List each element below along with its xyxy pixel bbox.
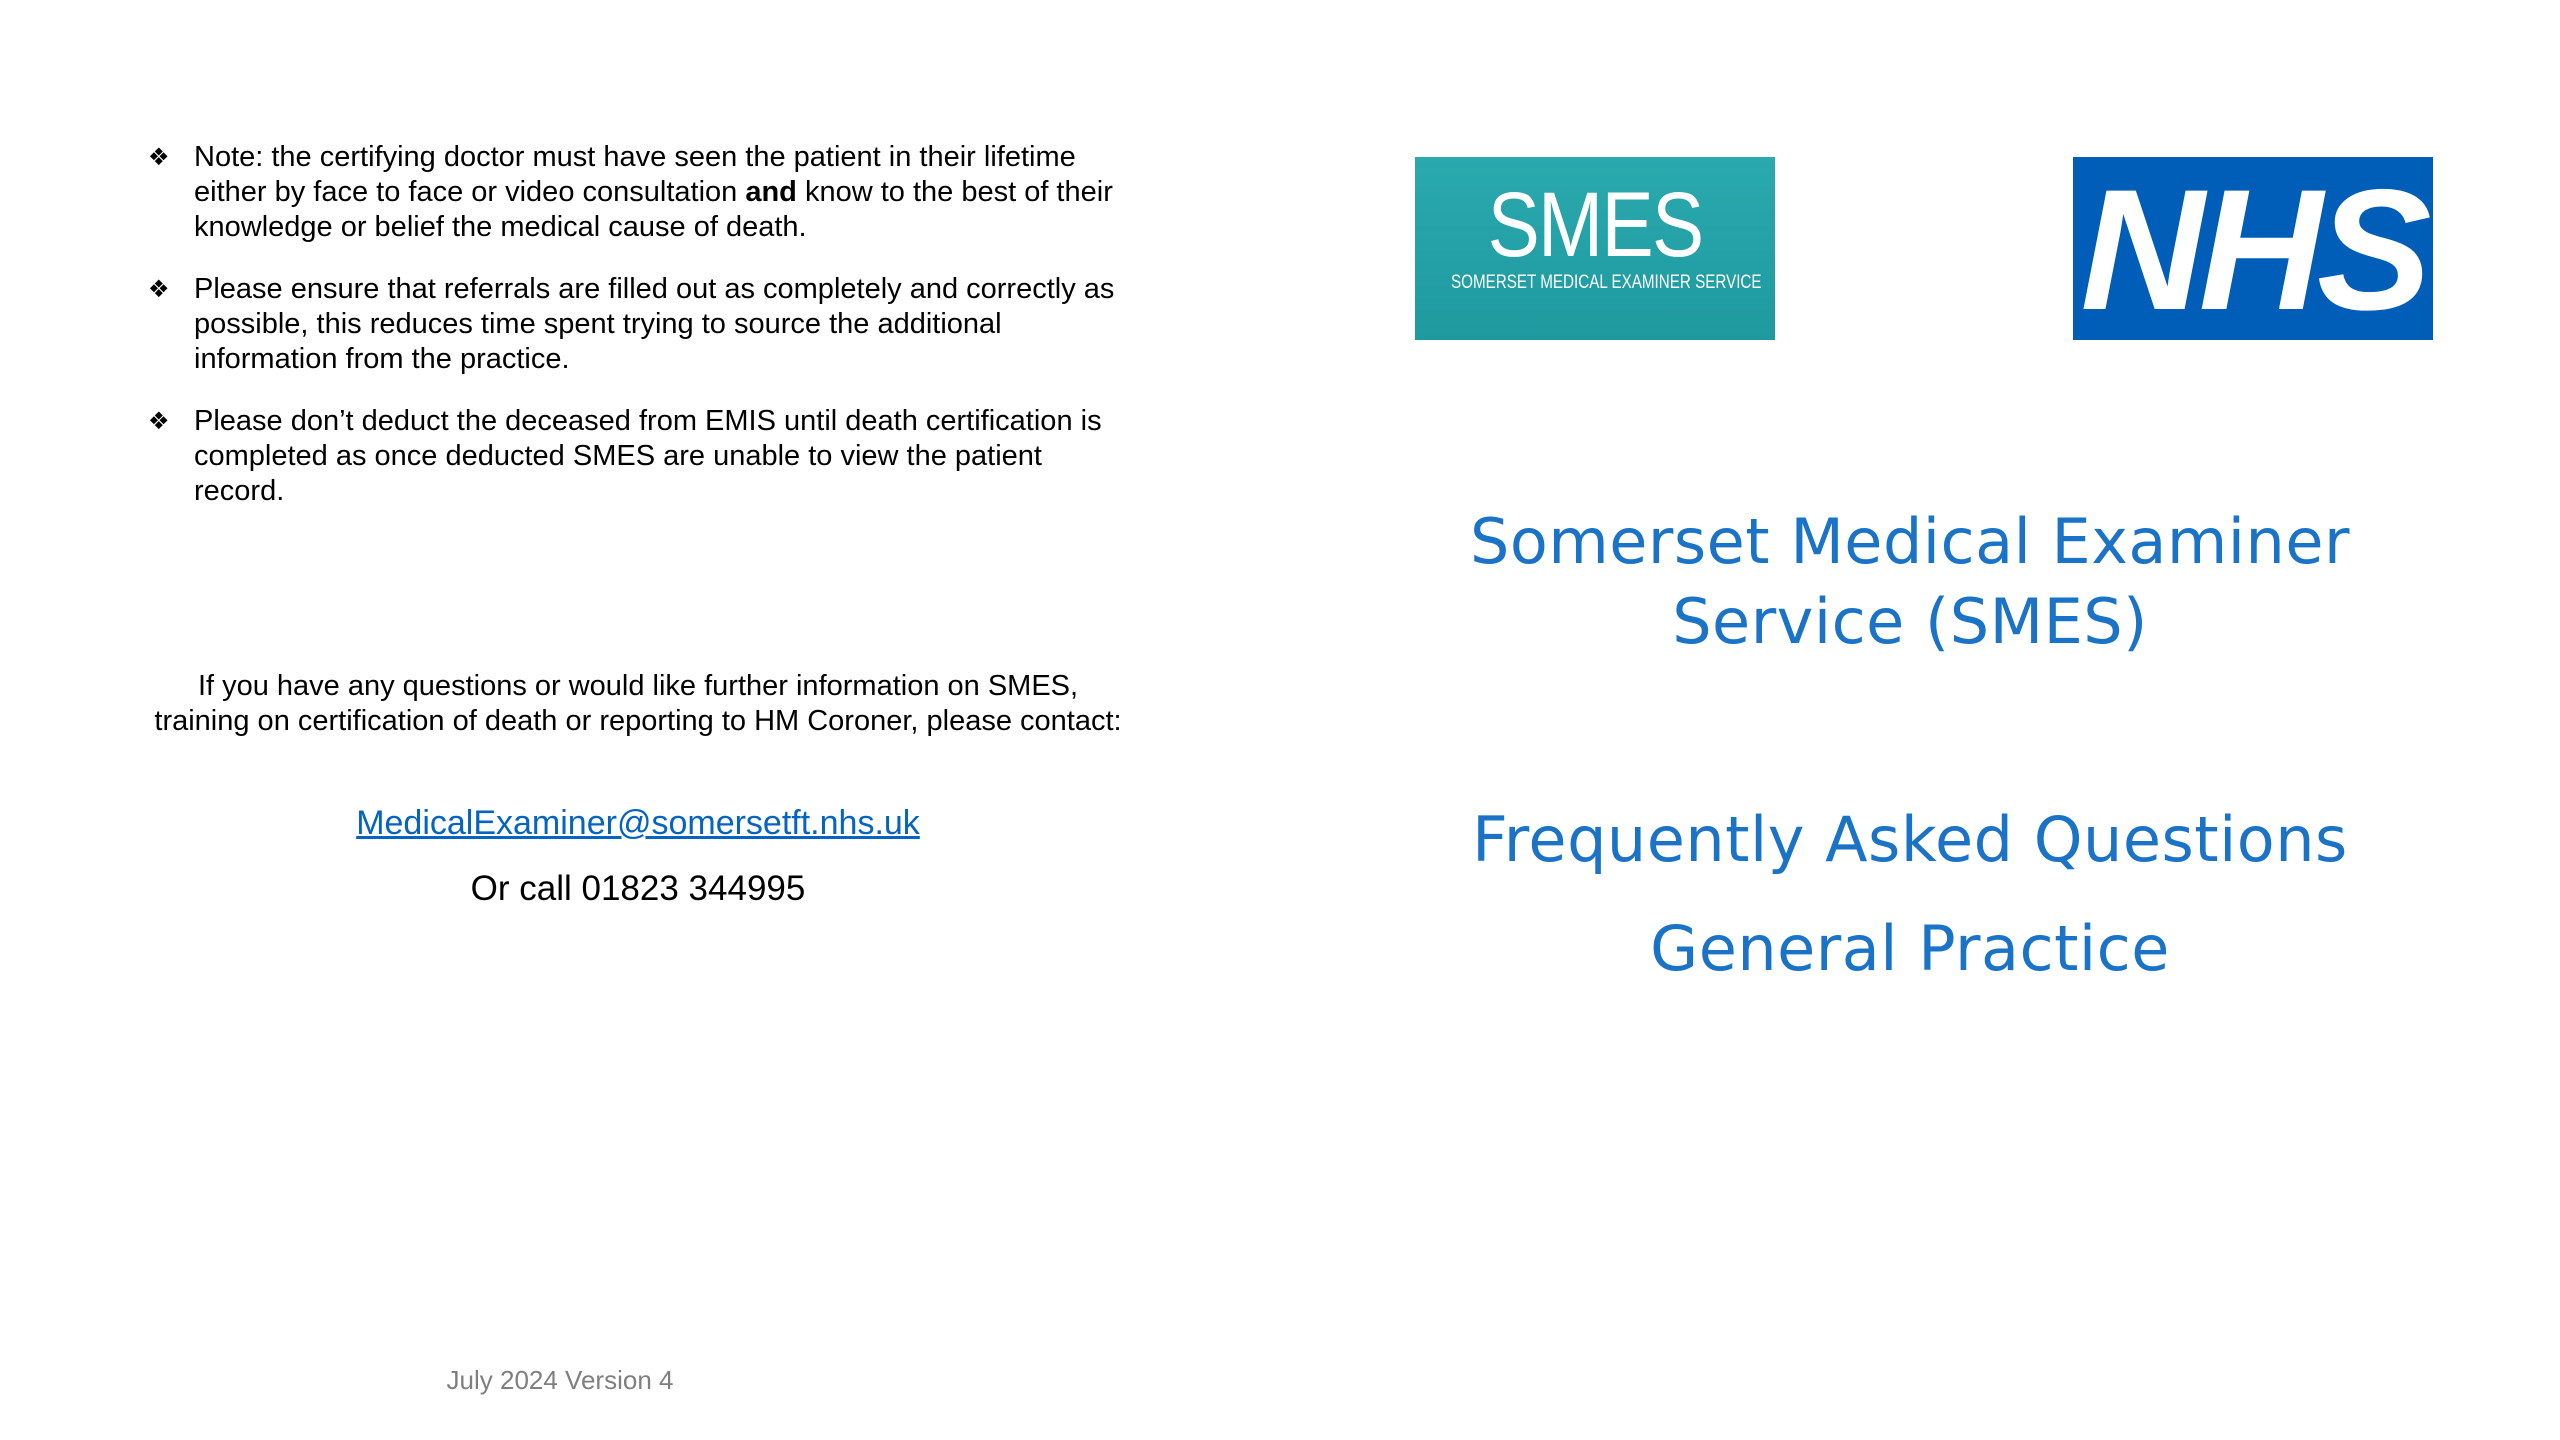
phone-number: Or call 01823 344995 — [470, 869, 806, 908]
smes-logo — [1415, 157, 1775, 340]
diamond-bullet-icon: ❖ — [148, 407, 170, 435]
note-text: Note: the certifying doctor must have seen the patient in their lifetime either by face to face or video consultation — [194, 141, 1076, 208]
note-text-continued: know to the best of their knowledge or belief the medical cause of death. — [194, 176, 1113, 243]
note-item — [148, 404, 1138, 509]
note-emphasis: and — [745, 176, 797, 208]
faq-heading: Frequently Asked Questions — [1472, 803, 2348, 876]
diamond-bullet-icon: ❖ — [148, 275, 170, 303]
notes-list — [148, 140, 1138, 536]
service-title-line-1: Somerset Medical Examiner — [1470, 505, 2350, 578]
note-item — [148, 272, 1138, 377]
note-text: Please don’t deduct the deceased from EMIS until death certification is completed as once deducted SMES are unable to view the patient record. — [194, 405, 1102, 507]
service-title-line-2: Service (SMES) — [1672, 585, 2148, 658]
service-title — [1400, 502, 2420, 662]
nhs-logo-wordmark: NHS — [2080, 157, 2426, 340]
email-link[interactable]: MedicalExaminer@somersetft.nhs.uk — [356, 804, 920, 842]
nhs-logo — [2073, 157, 2433, 340]
note-item — [148, 140, 1138, 245]
version-footer: July 2024 Version 4 — [446, 1365, 674, 1395]
smes-logo-wordmark: SMES — [1487, 174, 1703, 276]
diamond-bullet-icon: ❖ — [148, 143, 170, 171]
contact-text: If you have any questions or would like further information on SMES, training on certification of death or reporting to HM Coroner, please contact: — [154, 670, 1122, 737]
smes-logo-tagline: SOMERSET MEDICAL EXAMINER SERVICE — [1451, 272, 1762, 293]
audience-subtitle: General Practice — [1650, 912, 2170, 985]
note-text: Please ensure that referrals are filled out as completely and correctly as possible, this reduces time spent trying to source the additional information from the practice. — [194, 273, 1115, 375]
